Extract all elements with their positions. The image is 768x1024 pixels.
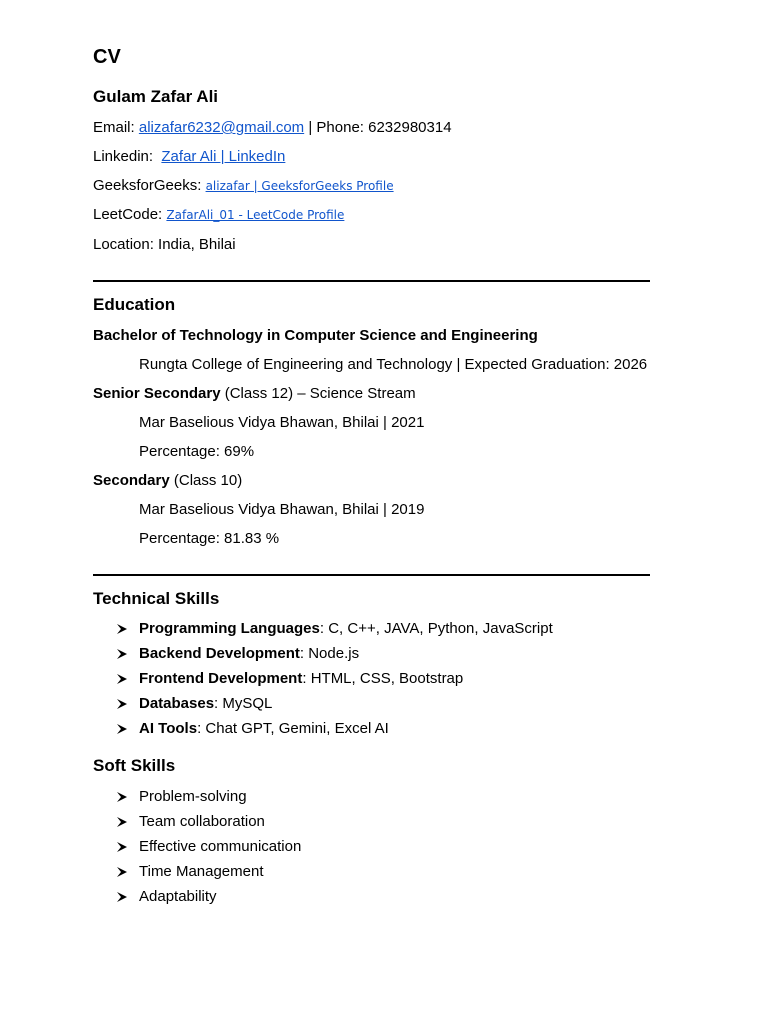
soft-skill-text: Time Management — [139, 863, 264, 880]
linkedin-line — [93, 148, 285, 166]
soft-skill-text: Adaptability — [139, 888, 217, 905]
skill-label: Backend Development — [139, 645, 300, 662]
skill-label: Databases — [139, 695, 215, 712]
education-heading: Education — [93, 295, 176, 314]
list-item — [116, 838, 301, 856]
secondary-school: Mar Baselious Vidya Bhawan, Bhilai | 2019 — [139, 501, 425, 518]
page-title: CV — [93, 46, 121, 68]
section-divider — [93, 280, 650, 282]
location-text: Location: India, Bhilai — [93, 236, 236, 253]
leetcode-link[interactable]: ZafarAli_01 - LeetCode Profile — [166, 208, 345, 222]
skill-value: : MySQL — [214, 695, 273, 712]
list-item — [116, 863, 264, 881]
linkedin-label: Linkedin: — [93, 148, 154, 165]
leetcode-label: LeetCode: — [93, 206, 163, 223]
arrow-bullet-icon — [116, 866, 139, 878]
btech-degree: Bachelor of Technology in Computer Science and Engineering — [93, 327, 538, 344]
arrow-bullet-icon — [116, 816, 139, 828]
arrow-bullet-icon — [116, 623, 139, 635]
arrow-bullet-icon — [116, 723, 139, 735]
list-item — [116, 788, 247, 806]
phone-text: | Phone: 6232980314 — [308, 119, 452, 136]
gfg-line — [93, 177, 394, 195]
skill-value: : HTML, CSS, Bootstrap — [302, 670, 464, 687]
skill-value: : C, C++, JAVA, Python, JavaScript — [319, 620, 553, 637]
arrow-bullet-icon — [116, 791, 139, 803]
senior-secondary-rest: (Class 12) – Science Stream — [220, 385, 416, 402]
skill-label: Programming Languages — [139, 620, 320, 637]
soft-skill-text: Effective communication — [139, 838, 302, 855]
btech-detail: Rungta College of Engineering and Technology | Expected Graduation: 2026 — [139, 356, 648, 373]
arrow-bullet-icon — [116, 841, 139, 853]
senior-secondary-school: Mar Baselious Vidya Bhawan, Bhilai | 2021 — [139, 414, 425, 431]
list-item — [116, 670, 463, 688]
arrow-bullet-icon — [116, 648, 139, 660]
leetcode-line — [93, 206, 344, 224]
section-divider — [93, 574, 650, 576]
candidate-name: Gulam Zafar Ali — [93, 87, 219, 106]
arrow-bullet-icon — [116, 673, 139, 685]
list-item — [116, 620, 553, 638]
soft-skill-text: Team collaboration — [139, 813, 265, 830]
skill-value: : Chat GPT, Gemini, Excel AI — [197, 720, 389, 737]
secondary-rest: (Class 10) — [169, 472, 243, 489]
list-item — [116, 695, 272, 713]
secondary-line — [93, 472, 242, 490]
gfg-link[interactable]: alizafar | GeeksforGeeks Profile — [205, 179, 394, 193]
technical-skills-heading: Technical Skills — [93, 589, 220, 608]
linkedin-link[interactable]: Zafar Ali | LinkedIn — [161, 148, 286, 165]
arrow-bullet-icon — [116, 891, 139, 903]
soft-skills-heading: Soft Skills — [93, 756, 176, 775]
secondary-level: Secondary — [93, 472, 170, 489]
senior-secondary-percentage: Percentage: 69% — [139, 443, 255, 460]
list-item — [116, 888, 217, 906]
list-item — [116, 645, 359, 663]
skill-label: AI Tools — [139, 720, 198, 737]
senior-secondary-level: Senior Secondary — [93, 385, 221, 402]
list-item — [116, 813, 265, 831]
senior-secondary-line — [93, 385, 416, 403]
arrow-bullet-icon — [116, 698, 139, 710]
email-label: Email: — [93, 119, 135, 136]
email-line — [93, 119, 452, 137]
soft-skill-text: Problem-solving — [139, 788, 247, 805]
email-link[interactable]: alizafar6232@gmail.com — [138, 119, 305, 136]
secondary-percentage: Percentage: 81.83 % — [139, 530, 280, 547]
skill-label: Frontend Development — [139, 670, 303, 687]
list-item — [116, 720, 389, 738]
gfg-label: GeeksforGeeks: — [93, 177, 202, 194]
skill-value: : Node.js — [299, 645, 360, 662]
